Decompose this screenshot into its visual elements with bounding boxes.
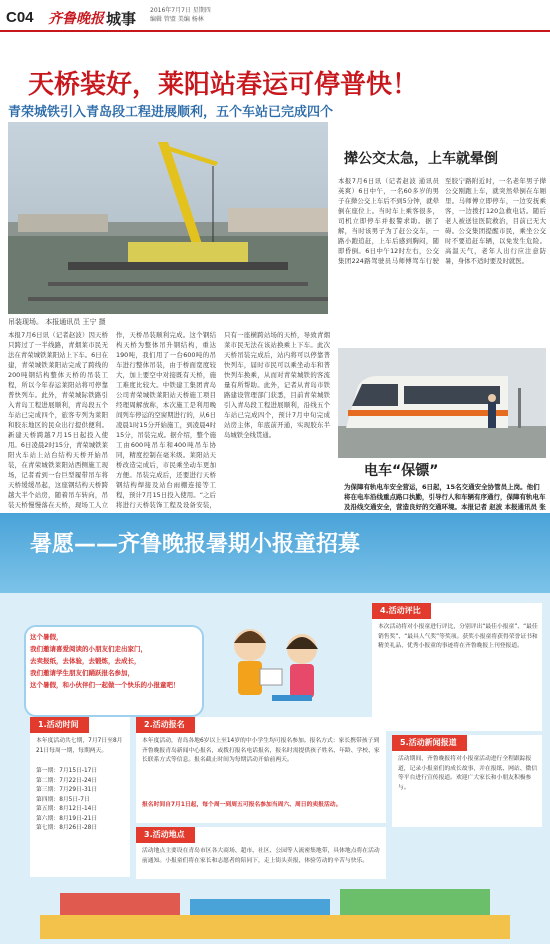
recruit-banner [0, 513, 550, 944]
intro-text [30, 631, 200, 691]
signup-box [136, 717, 386, 823]
story2-text: 本报7月6日讯（记者赵波 通讯员 英爽）6日中午，一名60多岁的男子在撵公交上车后不到5分钟，就晕倒在座位上。当时车上乘客很多，司机立即停车并报警求助。据了解，当时该男子为了赶公交车，一路小跑追赶，上车后感到胸闷，随即昏倒。6日中午12时左右，公交集团224路驾驶员马师傅驾车行驶至胶宁路附近时，一名老年男子撵公交刚跑上车，就突然晕倒在车厢里。马师傅立即停车，一边安抚乘客，一边拨打120急救电话。随后老人被送往医院救治，目前已无大碍。公交集团提醒市民，乘坐公交时不要追赶车辆，以免发生危险。高温天气，老年人出行应注意防暑，身体不适时要及时就医。 [338, 177, 546, 265]
page-code: C04 [6, 9, 34, 26]
location-box-text: 活动地点主要设在青岛市区各大商场、超市、社区、公园等人流密集地带，具体地点将在活动前通知。小报童们将在家长和志愿者的陪同下，走上街头卖报，体验劳动的辛苦与快乐。 [142, 848, 380, 864]
list-item: 第一期：7月15日-17日 [36, 768, 98, 774]
banner-top [0, 513, 550, 593]
editors: 编辑 管盟 美编 杨林 [150, 16, 204, 23]
list-item: 第四期：8月5日-7日 [36, 796, 90, 803]
intro-line: 我们邀请学生朋友们踊跃报名参加， [30, 669, 134, 677]
story1-col3: 只有一座横跨站场的天桥，导致青烟莱市民无法在该站换乘上下车。此次天桥吊装完成后，站内将可以停靠普快列车，届时市民可以乘坐动车和普快列车换乘，从而对青荣城铁的客流量有所帮助。此外，记者从青岛市铁路建设管理部门获悉，目前青荣城铁引入青岛段工程进展顺利，沿线五个车站已完成四个，预计7月中旬完成站房主体，年底前开通，实现胶东半岛城铁全线贯通。 [224, 331, 330, 439]
list-item: 第七期：8月26日-28日 [36, 825, 98, 831]
intro-line: 这个暑假，和小伙伴们一起做一个快乐的小报童吧！ [30, 681, 180, 689]
news-box-text: 活动期间，齐鲁晚报将对小报童活动进行全程跟踪报道，记录小报童们的成长故事，并在报纸、网站、微信等平台进行宣传报道。欢迎广大家长和小朋友积极参与。 [398, 756, 538, 791]
intro-line: 去卖报纸，去体验，去锻炼，去成长， [30, 657, 141, 665]
books-illustration [40, 885, 510, 939]
evaluation-box-title: 4.活动评比 [372, 603, 431, 619]
signup-box-title: 2.活动报名 [136, 717, 195, 733]
story1-col1: 本报7月6日讯（记者赵波）因天桥只跨过了一半线路，青烟莱市民无法在青荣城铁莱阳站上下车。6日在建，青荣城铁莱阳站完成了跨线的200吨钢结构整体天桥的吊装工程，所以今年春运莱阳站将可停靠普快列车。此外，青荣城际铁路引入青岛工程进展顺利，青岛段五个车站已完成四个，旅客专列为莱阳和胶东地区的民众出行提供便利。新建天桥跨越7月15日起投入使用。6日凌晨2时15分，青荣城铁莱阳火车站上站台结构天桥开始吊装，在青荣城铁莱阳站西侧施工现场，记者看到一台巨型履带吊车将天桥缓缓吊起，这座钢结构天桥跨越大半个站房，随着吊车转向，吊装天桥慢慢落在天桥，现场工人立 [8, 331, 108, 509]
photo2-title: 电车“保镖” [364, 463, 439, 479]
photo1-caption: 吊装现场。 本报通讯员 王宁 摄 [8, 318, 106, 326]
list-item: 第二期：7月22日-24日 [36, 777, 98, 784]
construction-photo [8, 122, 328, 314]
evaluation-box [372, 603, 542, 731]
children-illustration [210, 609, 340, 729]
signup-notice: 报名时间自7月1日起，每个周一到周五可报名参加当周六、周日的卖报活动。 [142, 802, 342, 808]
signup-box-text: 本年度活动，青岛各地6岁以上至14岁的中小学生均可报名参加。报名方式：家长携带孩子到齐鲁晚报青岛新闻中心报名，或拨打报名电话报名，报名时需提供孩子姓名、年龄、学校、家长联系方式等信息。报名截止时间为每期活动开始前两天。 [142, 738, 380, 763]
list-item: 第五期：8月12日-14日 [36, 806, 98, 812]
news-box-title: 5.活动新闻报道 [392, 735, 467, 751]
time-box-list [36, 767, 126, 834]
main-headline: 天桥装好，莱阳站春运可停普快！ [28, 70, 419, 100]
paper-logo: 齐鲁晚报 [48, 11, 104, 27]
list-item: 第六期：8月19日-21日 [36, 815, 98, 822]
story1-col2: 作，天桥吊装顺利完成。这个钢结构天桥为整体吊升钢结构，重达190吨，我们用了一台600吨的吊车进行整体吊装，由于桥面宽度较大，加上要空中对接既有天桥，施工难度比较大。中铁建工集团青岛公司青荣城铁莱阳站天桥施工项目经理周解放称，本次施工是利用晚间列车停运的空窗期进行的，从6日凌晨1时15分开始施工，到凌晨4时15分，吊装完成。据介绍，整个施工由600吨吊车和400吨吊车协同，精度控制在毫米级。莱阳站天桥改造完成后，市民乘坐动车更加方便。吊装完成后，还要进行天桥钢结构焊接及站台雨棚连接等工程，预计7月15日投入使用。“之后将进行天桥装饰工程及设备安装， [116, 331, 216, 509]
crane-scene-image [8, 122, 328, 314]
time-box-title: 1.活动时间 [30, 717, 89, 733]
evaluation-box-text: 本次活动将对小报童进行评比，分别评出“最佳小报童”、“最佳销售奖”、“最具人气奖”等奖项。获奖小报童将获得荣誉证书和精美礼品，优秀小报童的事迹将在齐鲁晚报上刊登报道。 [378, 624, 538, 649]
tram-photo [338, 348, 546, 458]
news-box [392, 735, 542, 827]
section-name: 城事 [106, 10, 137, 28]
time-box-intro: 本年度活动共七期，7月7日至8月21日每周一期，每期两天。 [36, 738, 123, 754]
story2-title: 撵公交太急，上车就晕倒 [344, 151, 498, 167]
list-item: 第三期：7月29日-31日 [36, 787, 98, 793]
time-box [30, 717, 130, 877]
intro-line: 我们邀请喜爱阅读的小朋友们走出家门， [30, 645, 147, 653]
location-box-title: 3.活动地点 [136, 827, 195, 843]
header-meta [150, 6, 270, 24]
location-box [136, 827, 386, 879]
page-header [0, 0, 550, 32]
photo2-caption: 为保障有轨电车安全营运，6日起，15名交通安全协管员上岗。他们将在电车沿线重点路口执勤，引导行人和车辆有序通行，保障有轨电车及沿线交通安全，营造良好的交通环境。本报记者 赵波 本报通讯员 张 [344, 483, 546, 511]
sub-headline: 青荣城铁引入青岛段工程进展顺利，五个车站已完成四个 [8, 105, 334, 120]
issue-date: 2016年7月7日 星期四 [150, 7, 211, 14]
tram-image [338, 348, 546, 458]
banner-title: 暑愿——齐鲁晚报暑期小报童招募 [30, 532, 361, 557]
intro-line: 这个暑假， [30, 633, 63, 641]
